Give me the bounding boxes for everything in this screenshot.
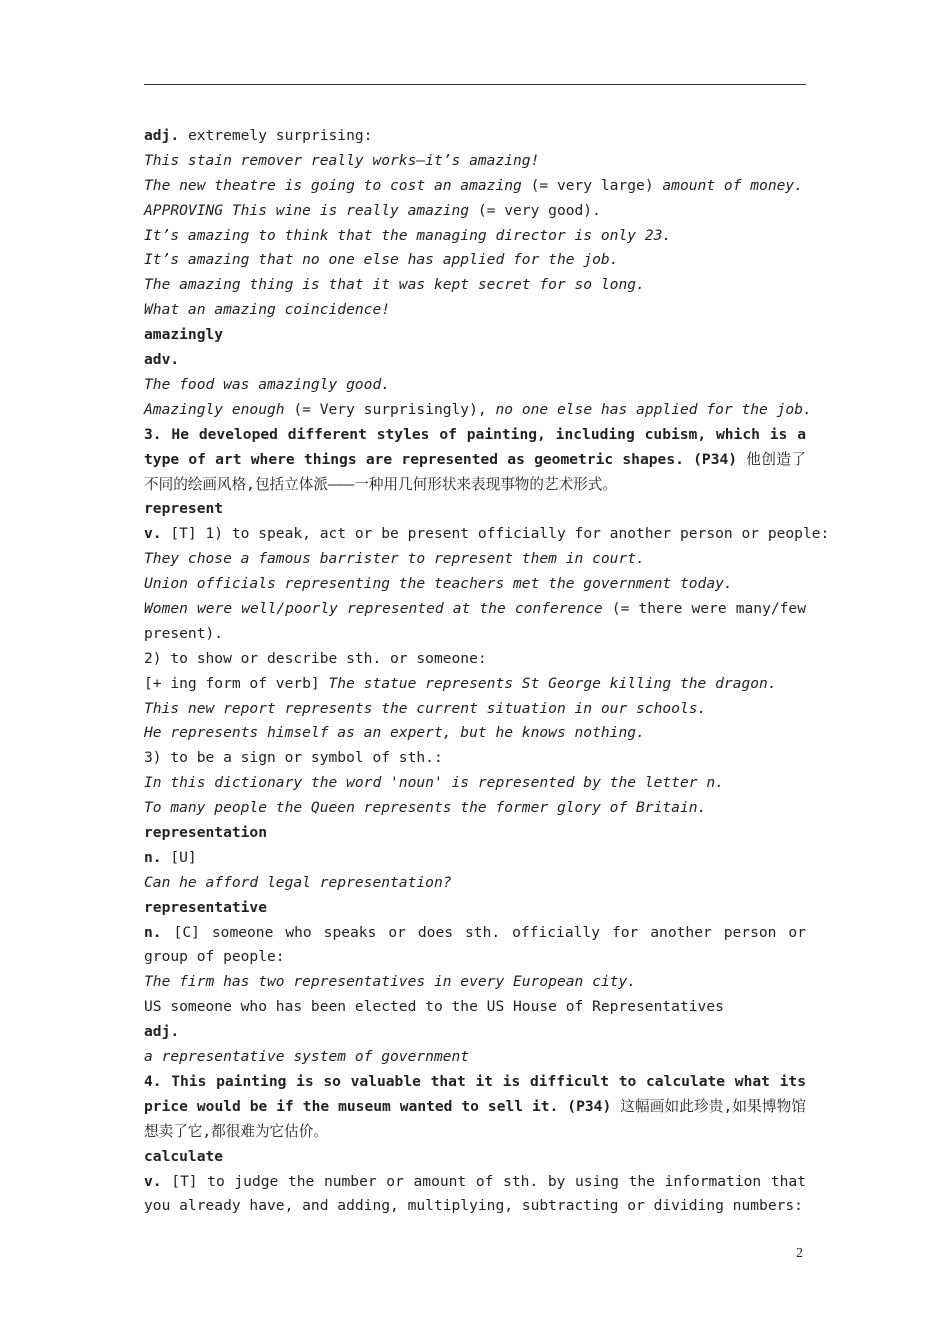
text-line bbox=[144, 721, 806, 746]
header-rule bbox=[144, 84, 806, 85]
plain-text: 他创造了不同的绘画风格,包括立体派———一种用几何形状来表现事物的艺术形式。 bbox=[144, 450, 806, 493]
bold-text: v. bbox=[144, 1172, 162, 1190]
text-line bbox=[144, 323, 806, 348]
text-line bbox=[144, 647, 806, 672]
example-text: no one else has applied for the job. bbox=[495, 400, 812, 418]
plain-text: [U] bbox=[161, 848, 197, 866]
plain-text: (= there were many/few present). bbox=[144, 599, 807, 642]
text-line bbox=[144, 124, 806, 149]
example-text: APPROVING This wine is really amazing bbox=[144, 201, 478, 219]
text-line bbox=[144, 796, 806, 821]
bold-text: amazingly bbox=[144, 326, 224, 344]
text-line bbox=[144, 871, 806, 896]
example-text: This stain remover really works—it’s amazing! bbox=[144, 151, 540, 169]
example-text: It’s amazing that no one else has applied for the job. bbox=[144, 251, 619, 269]
plain-text: [C] someone who speaks or does sth. officially for another person or group of people: bbox=[144, 923, 806, 966]
text-line bbox=[144, 224, 806, 249]
bold-text: n. bbox=[144, 848, 162, 866]
bold-text: representative bbox=[144, 898, 268, 916]
bold-text: adj. bbox=[144, 127, 180, 144]
text-line bbox=[144, 970, 806, 995]
text-line bbox=[144, 995, 806, 1020]
plain-text: (= Very surprisingly), bbox=[293, 400, 496, 418]
text-line bbox=[144, 398, 812, 423]
text-line bbox=[144, 298, 806, 323]
page-number: 2 bbox=[796, 1246, 803, 1261]
plain-text: 3) to be a sign or symbol of sth.: bbox=[144, 749, 443, 767]
bold-text: representation bbox=[144, 824, 268, 842]
example-text: amount of money. bbox=[662, 176, 803, 194]
bold-text: calculate bbox=[144, 1147, 224, 1165]
example-text: The new theatre is going to cost an amazing bbox=[144, 176, 531, 194]
example-text: The statue represents St George killing the dragon. bbox=[328, 674, 777, 692]
text-line bbox=[144, 1070, 806, 1145]
text-line bbox=[144, 771, 806, 796]
text-line bbox=[144, 1170, 806, 1220]
text-line bbox=[144, 522, 830, 547]
text-line bbox=[144, 547, 806, 572]
example-text: In this dictionary the word 'noun' is represented by the letter n. bbox=[144, 774, 724, 792]
example-text: To many people the Queen represents the former glory of Britain. bbox=[144, 799, 707, 817]
text-line bbox=[144, 846, 806, 871]
example-text: They chose a famous barrister to represent them in court. bbox=[144, 550, 645, 568]
text-line bbox=[144, 597, 806, 647]
plain-text: [T] 1) to speak, act or be present officially for another person or people: bbox=[161, 525, 830, 543]
example-text: Amazingly enough bbox=[144, 400, 294, 418]
bold-text: n. bbox=[144, 923, 162, 941]
bold-text: adj. bbox=[144, 1023, 180, 1041]
example-text: He represents himself as an expert, but he knows nothing. bbox=[144, 724, 645, 742]
text-line bbox=[144, 1020, 806, 1045]
plain-text: US someone who has been elected to the US House of Representatives bbox=[144, 998, 724, 1016]
plain-text: (= very good). bbox=[477, 201, 601, 219]
example-text: This new report represents the current situation in our schools. bbox=[144, 699, 707, 717]
plain-text: (= very large) bbox=[530, 176, 663, 194]
plain-text: 这幅画如此珍贵,如果博物馆想卖了它,都很难为它估价。 bbox=[144, 1097, 806, 1140]
text-line bbox=[144, 821, 806, 846]
example-text: a representative system of government bbox=[144, 1048, 470, 1066]
bold-text: adv. bbox=[144, 351, 180, 369]
text-line bbox=[144, 248, 806, 273]
text-line bbox=[144, 423, 806, 498]
document-body bbox=[144, 124, 830, 1219]
example-text: The food was amazingly good. bbox=[144, 375, 391, 393]
example-text: The amazing thing is that it was kept secret for so long. bbox=[144, 276, 645, 294]
text-line bbox=[144, 348, 806, 373]
text-line bbox=[144, 896, 806, 921]
text-line bbox=[144, 174, 806, 199]
example-text: Union officials representing the teachers met the government today. bbox=[144, 575, 733, 593]
example-text: Women were well/poorly represented at the conference bbox=[144, 599, 612, 617]
text-line bbox=[144, 1145, 806, 1170]
bold-text: 4. This painting is so valuable that it is difficult to calculate what its price would be if the museum wanted to sell it. (P34) bbox=[144, 1072, 806, 1115]
bold-text: represent bbox=[144, 500, 224, 518]
bold-text: 3. He developed different styles of painting, including cubism, which is a type of art where things are represented as geometric shapes. (P34) bbox=[144, 425, 806, 468]
plain-text: [+ ing form of verb] bbox=[144, 674, 329, 692]
text-line bbox=[144, 672, 806, 697]
text-line bbox=[144, 697, 806, 722]
example-text: The firm has two representatives in every European city. bbox=[144, 973, 637, 991]
plain-text: [T] to judge the number or amount of sth. by using the information that you already have, and adding, multiplying, subtracting or dividing numbers: bbox=[144, 1172, 806, 1215]
plain-text: 2) to show or describe sth. or someone: bbox=[144, 649, 487, 667]
text-line bbox=[144, 746, 806, 771]
example-text: What an amazing coincidence! bbox=[144, 301, 391, 319]
plain-text: extremely surprising: bbox=[179, 127, 373, 144]
text-line bbox=[144, 273, 806, 298]
text-line bbox=[144, 373, 806, 398]
text-line bbox=[144, 1045, 806, 1070]
text-line bbox=[144, 149, 806, 174]
text-line bbox=[144, 199, 806, 224]
bold-text: v. bbox=[144, 525, 162, 543]
text-line bbox=[144, 572, 806, 597]
example-text: Can he afford legal representation? bbox=[144, 873, 452, 891]
text-line bbox=[144, 497, 806, 522]
example-text: It’s amazing to think that the managing director is only 23. bbox=[144, 226, 672, 244]
text-line bbox=[144, 921, 806, 971]
